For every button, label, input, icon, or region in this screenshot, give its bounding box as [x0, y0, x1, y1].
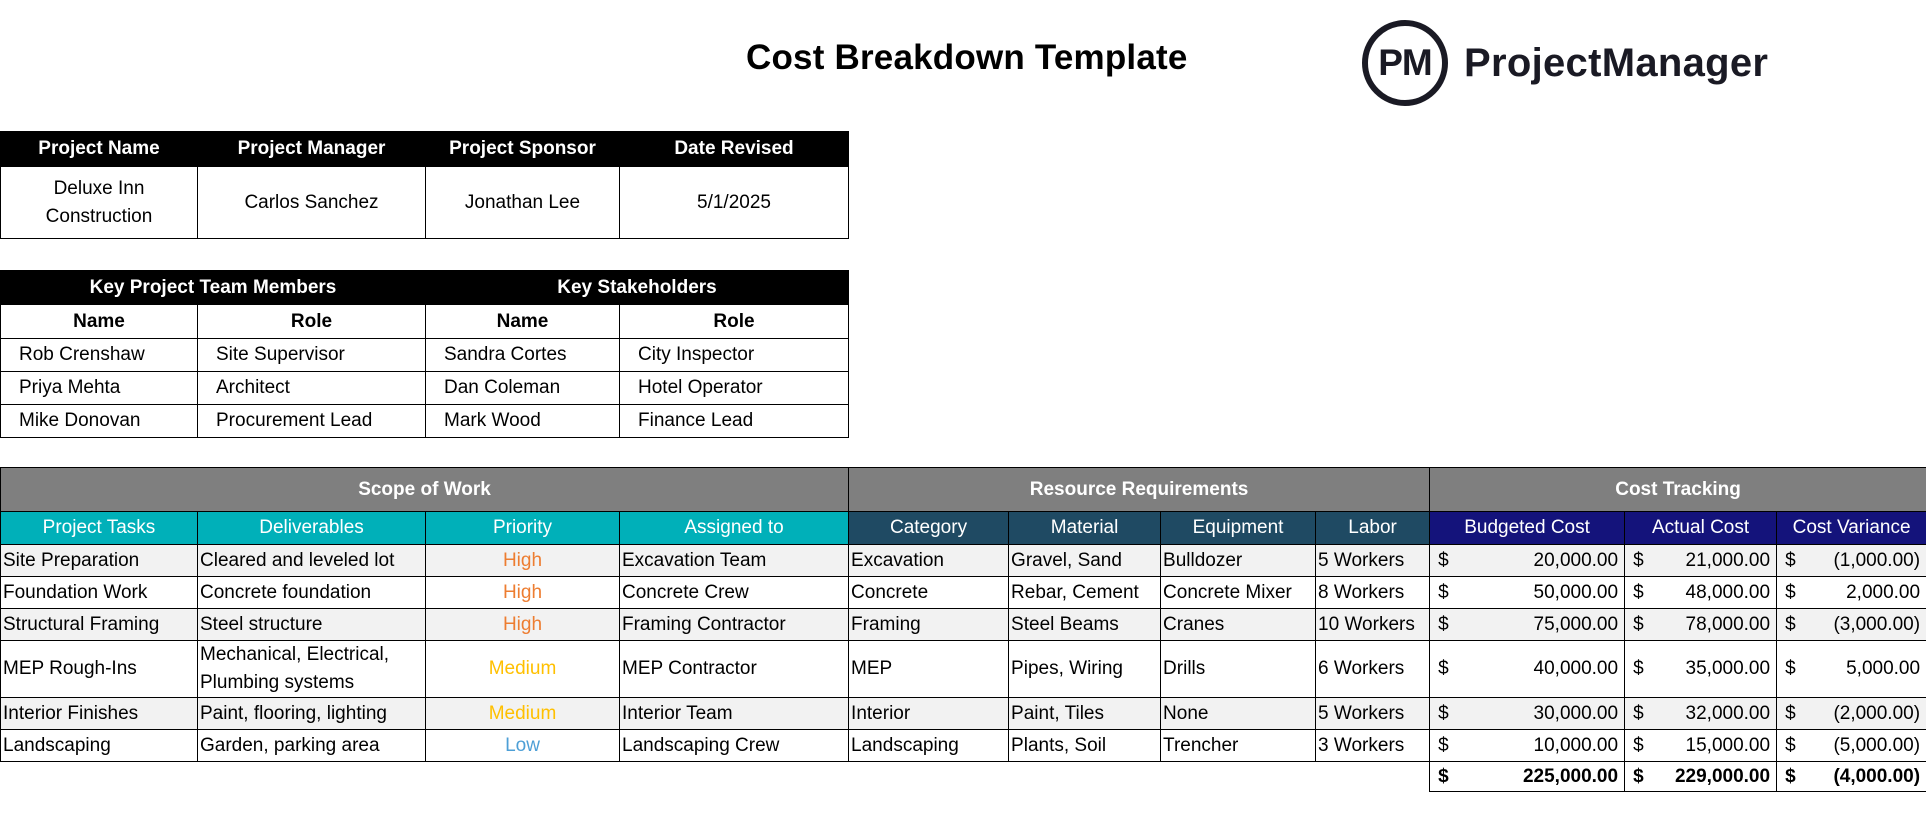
col-category: Category [849, 512, 1009, 545]
task-cell[interactable]: Structural Framing [1, 609, 198, 641]
variance-cost-cell[interactable] [1777, 730, 1926, 762]
col-budgeted-cost: Budgeted Cost [1430, 512, 1625, 545]
actual-cost-cell[interactable] [1625, 698, 1777, 730]
currency-symbol: $ [1785, 734, 1796, 756]
total-actual-amount: 229,000.00 [1674, 765, 1771, 787]
material-cell[interactable]: Steel Beams [1009, 609, 1161, 641]
actual-amount: 15,000.00 [1685, 734, 1771, 756]
member-role-label: Role [198, 305, 426, 339]
currency-symbol: $ [1438, 702, 1449, 724]
currency-symbol: $ [1633, 765, 1644, 787]
variance-amount: 2,000.00 [1846, 581, 1921, 603]
labor-cell[interactable]: 5 Workers [1316, 698, 1430, 730]
currency-symbol: $ [1438, 765, 1449, 787]
totals-spacer [1, 762, 1430, 792]
member-name[interactable]: Priya Mehta [1, 372, 198, 405]
category-cell[interactable]: MEP [849, 641, 1009, 698]
category-cell[interactable]: Interior [849, 698, 1009, 730]
budgeted-cost-cell[interactable] [1430, 641, 1625, 698]
currency-symbol: $ [1438, 734, 1449, 756]
equipment-cell[interactable]: Drills [1161, 641, 1316, 698]
task-cell[interactable]: Foundation Work [1, 577, 198, 609]
team-members-header: Key Project Team Members [1, 271, 426, 305]
member-name[interactable]: Rob Crenshaw [1, 339, 198, 372]
pm-logo-icon: PM [1362, 20, 1448, 106]
stakeholder-role[interactable]: Hotel Operator [620, 372, 849, 405]
table-row [1, 609, 1926, 641]
header-project-sponsor: Project Sponsor [426, 132, 620, 167]
stakeholder-name[interactable]: Mark Wood [426, 405, 620, 438]
assigned-cell[interactable]: Excavation Team [620, 545, 849, 577]
budgeted-cost-cell[interactable] [1430, 730, 1625, 762]
currency-symbol: $ [1633, 549, 1644, 571]
labor-cell[interactable]: 3 Workers [1316, 730, 1430, 762]
group-scope-of-work: Scope of Work [1, 468, 849, 512]
material-cell[interactable]: Gravel, Sand [1009, 545, 1161, 577]
actual-cost-cell[interactable] [1625, 609, 1777, 641]
total-budgeted-amount: 225,000.00 [1522, 765, 1619, 787]
priority-cell[interactable]: High [426, 609, 620, 641]
assigned-cell[interactable]: MEP Contractor [620, 641, 849, 698]
project-name-value[interactable]: Deluxe Inn Construction [1, 167, 198, 239]
page-title: Cost Breakdown Template [746, 38, 1188, 77]
budgeted-amount: 30,000.00 [1533, 702, 1619, 724]
labor-cell[interactable]: 5 Workers [1316, 545, 1430, 577]
variance-amount: (5,000.00) [1833, 734, 1921, 756]
stakeholders-header: Key Stakeholders [426, 271, 849, 305]
budgeted-amount: 40,000.00 [1533, 658, 1619, 679]
variance-cost-cell[interactable] [1777, 698, 1926, 730]
material-cell[interactable]: Pipes, Wiring [1009, 641, 1161, 698]
equipment-cell[interactable]: Concrete Mixer [1161, 577, 1316, 609]
table-row [1, 577, 1926, 609]
member-role[interactable]: Procurement Lead [198, 405, 426, 438]
table-row [1, 698, 1926, 730]
variance-amount: (3,000.00) [1833, 613, 1921, 635]
stakeholder-role[interactable]: Finance Lead [620, 405, 849, 438]
table-row [1, 405, 849, 438]
variance-amount: (1,000.00) [1833, 549, 1921, 571]
actual-amount: 32,000.00 [1685, 702, 1771, 724]
equipment-cell[interactable]: Cranes [1161, 609, 1316, 641]
group-resource-requirements: Resource Requirements [849, 468, 1430, 512]
variance-cost-cell[interactable] [1777, 545, 1926, 577]
col-actual-cost: Actual Cost [1625, 512, 1777, 545]
budgeted-amount: 50,000.00 [1533, 581, 1619, 603]
brand-name: ProjectManager [1464, 40, 1769, 85]
team-table [0, 270, 849, 438]
actual-cost-cell[interactable] [1625, 730, 1777, 762]
variance-cost-cell[interactable] [1777, 641, 1926, 698]
deliverable-cell[interactable]: Concrete foundation [198, 577, 426, 609]
date-revised-value[interactable]: 5/1/2025 [620, 167, 849, 239]
assigned-cell[interactable]: Framing Contractor [620, 609, 849, 641]
member-role[interactable]: Site Supervisor [198, 339, 426, 372]
budgeted-amount: 75,000.00 [1533, 613, 1619, 635]
col-material: Material [1009, 512, 1161, 545]
table-row [1, 641, 1926, 698]
actual-cost-cell[interactable] [1625, 545, 1777, 577]
stakeholder-role-label: Role [620, 305, 849, 339]
table-row [1, 730, 1926, 762]
currency-symbol: $ [1785, 658, 1796, 679]
priority-cell[interactable]: Low [426, 730, 620, 762]
labor-cell[interactable]: 10 Workers [1316, 609, 1430, 641]
equipment-cell[interactable]: Bulldozer [1161, 545, 1316, 577]
col-assigned-to: Assigned to [620, 512, 849, 545]
col-cost-variance: Cost Variance [1777, 512, 1926, 545]
actual-amount: 35,000.00 [1685, 658, 1771, 679]
currency-symbol: $ [1438, 658, 1449, 679]
header-date-revised: Date Revised [620, 132, 849, 167]
total-variance-cell[interactable] [1777, 762, 1926, 792]
currency-symbol: $ [1633, 613, 1644, 635]
equipment-cell[interactable]: None [1161, 698, 1316, 730]
variance-cost-cell[interactable] [1777, 577, 1926, 609]
col-priority: Priority [426, 512, 620, 545]
stakeholder-name[interactable]: Sandra Cortes [426, 339, 620, 372]
total-budgeted-cell[interactable] [1430, 762, 1625, 792]
deliverable-cell[interactable]: Garden, parking area [198, 730, 426, 762]
total-actual-cell[interactable] [1625, 762, 1777, 792]
member-role[interactable]: Architect [198, 372, 426, 405]
member-name-label: Name [1, 305, 198, 339]
member-name[interactable]: Mike Donovan [1, 405, 198, 438]
labor-cell[interactable]: 6 Workers [1316, 641, 1430, 698]
currency-symbol: $ [1438, 549, 1449, 571]
deliverable-cell[interactable]: Mechanical, Electrical, Plumbing systems [198, 641, 426, 698]
currency-symbol: $ [1438, 613, 1449, 635]
table-row [1, 372, 849, 405]
assigned-cell[interactable]: Landscaping Crew [620, 730, 849, 762]
currency-symbol: $ [1633, 702, 1644, 724]
totals-row [1, 762, 1926, 792]
category-cell[interactable]: Landscaping [849, 730, 1009, 762]
currency-symbol: $ [1785, 581, 1796, 603]
project-sponsor-value[interactable]: Jonathan Lee [426, 167, 620, 239]
project-info-table [0, 131, 849, 239]
priority-cell[interactable]: High [426, 577, 620, 609]
task-cell[interactable]: Landscaping [1, 730, 198, 762]
stakeholder-name[interactable]: Dan Coleman [426, 372, 620, 405]
category-cell[interactable]: Framing [849, 609, 1009, 641]
variance-amount: 5,000.00 [1846, 658, 1921, 679]
table-row [1, 545, 1926, 577]
actual-cost-cell[interactable] [1625, 577, 1777, 609]
priority-cell[interactable]: Medium [426, 698, 620, 730]
variance-cost-cell[interactable] [1777, 609, 1926, 641]
col-labor: Labor [1316, 512, 1430, 545]
task-cell[interactable]: Site Preparation [1, 545, 198, 577]
currency-symbol: $ [1633, 734, 1644, 756]
header-project-name: Project Name [1, 132, 198, 167]
assigned-cell[interactable]: Concrete Crew [620, 577, 849, 609]
priority-cell[interactable]: Medium [426, 641, 620, 698]
brand-logo[interactable] [1362, 22, 1768, 104]
priority-cell[interactable]: High [426, 545, 620, 577]
col-equipment: Equipment [1161, 512, 1316, 545]
task-cell[interactable]: Interior Finishes [1, 698, 198, 730]
material-cell[interactable]: Plants, Soil [1009, 730, 1161, 762]
material-cell[interactable]: Rebar, Cement [1009, 577, 1161, 609]
currency-symbol: $ [1785, 765, 1796, 787]
currency-symbol: $ [1633, 581, 1644, 603]
currency-symbol: $ [1785, 613, 1796, 635]
deliverable-cell[interactable]: Cleared and leveled lot [198, 545, 426, 577]
header-project-manager: Project Manager [198, 132, 426, 167]
material-cell[interactable]: Paint, Tiles [1009, 698, 1161, 730]
currency-symbol: $ [1438, 581, 1449, 603]
budgeted-amount: 20,000.00 [1533, 549, 1619, 571]
table-row [1, 339, 849, 372]
actual-amount: 48,000.00 [1685, 581, 1771, 603]
stakeholder-role[interactable]: City Inspector [620, 339, 849, 372]
budgeted-cost-cell[interactable] [1430, 698, 1625, 730]
currency-symbol: $ [1785, 702, 1796, 724]
group-cost-tracking: Cost Tracking [1430, 468, 1926, 512]
variance-amount: (2,000.00) [1833, 702, 1921, 724]
budgeted-cost-cell[interactable] [1430, 545, 1625, 577]
deliverable-cell[interactable]: Paint, flooring, lighting [198, 698, 426, 730]
category-cell[interactable]: Concrete [849, 577, 1009, 609]
deliverable-cell[interactable]: Steel structure [198, 609, 426, 641]
budgeted-amount: 10,000.00 [1533, 734, 1619, 756]
col-deliverables: Deliverables [198, 512, 426, 545]
actual-amount: 78,000.00 [1685, 613, 1771, 635]
assigned-cell[interactable]: Interior Team [620, 698, 849, 730]
currency-symbol: $ [1785, 549, 1796, 571]
task-cell[interactable]: MEP Rough-Ins [1, 641, 198, 698]
budgeted-cost-cell[interactable] [1430, 609, 1625, 641]
currency-symbol: $ [1633, 658, 1644, 679]
project-manager-value[interactable]: Carlos Sanchez [198, 167, 426, 239]
cost-breakdown-table [0, 467, 1926, 792]
col-project-tasks: Project Tasks [1, 512, 198, 545]
equipment-cell[interactable]: Trencher [1161, 730, 1316, 762]
labor-cell[interactable]: 8 Workers [1316, 577, 1430, 609]
stakeholder-name-label: Name [426, 305, 620, 339]
category-cell[interactable]: Excavation [849, 545, 1009, 577]
budgeted-cost-cell[interactable] [1430, 577, 1625, 609]
total-variance-amount: (4,000.00) [1833, 765, 1921, 787]
actual-cost-cell[interactable] [1625, 641, 1777, 698]
actual-amount: 21,000.00 [1685, 549, 1771, 571]
